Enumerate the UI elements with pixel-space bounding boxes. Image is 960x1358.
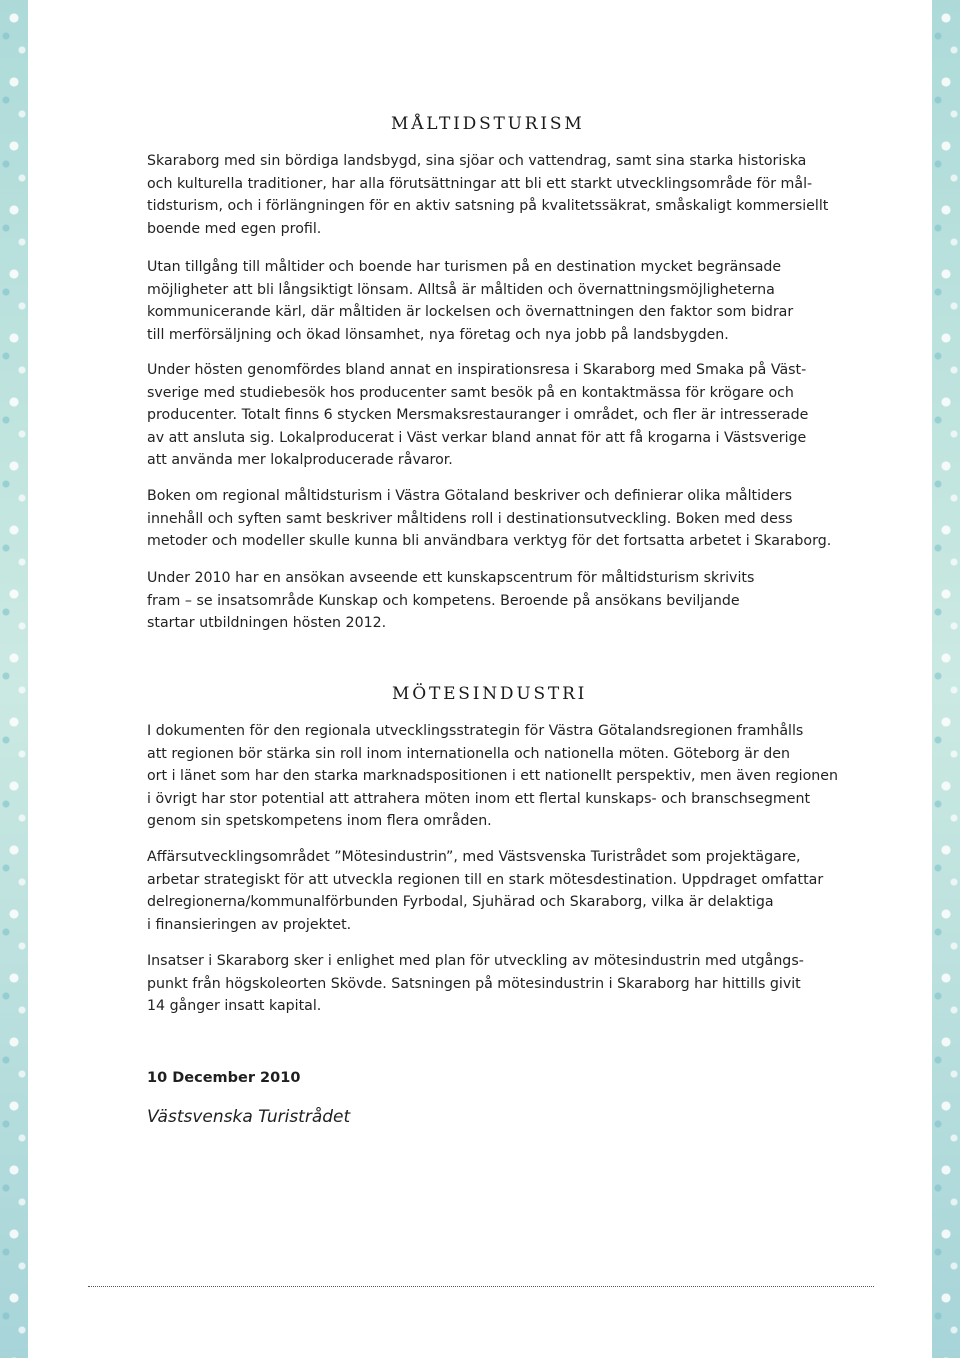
text-line: Under hösten genomfördes bland annat en inspirationsresa i Skaraborg med Smaka på Väst- <box>147 362 807 378</box>
text-line: arbetar strategiskt för att utveckla regionen till en stark mötesdestination. Uppdraget omfattar <box>147 871 824 888</box>
text-line: innehåll och syften samt beskriver måltidens roll i destinationsutveckling. Boken med dess <box>147 510 793 527</box>
text-line: kommunicerande kärl, där måltiden är lockelsen och övernattningen den faktor som bidrar <box>147 304 794 321</box>
text-line: 14 gånger insatt kapital. <box>147 998 322 1015</box>
text-line: I dokumenten för den regionala utvecklingsstrategin för Västra Götalandsregionen framhålls <box>147 723 804 739</box>
paragraph <box>147 720 839 833</box>
text-line: Utan tillgång till måltider och boende har turismen på en destination mycket begränsade <box>147 259 782 275</box>
paragraph <box>147 485 832 553</box>
text-line: sverige med studiebesök hos producenter samt besök på en kontaktmässa för krögare och <box>147 384 794 401</box>
text-line: Insatser i Skaraborg sker i enlighet med plan för utveckling av mötesindustrin med utgångs- <box>147 953 804 969</box>
text-line: startar utbildningen hösten 2012. <box>147 615 387 632</box>
section-heading-maltidsturism: MÅLTIDSTURISM <box>391 114 585 134</box>
text-line: Skaraborg med sin bördiga landsbygd, sina sjöar och vattendrag, samt sina starka historiska <box>147 153 807 169</box>
text-line: Boken om regional måltidsturism i Västra Götaland beskriver och definierar olika måltiders <box>147 488 793 504</box>
text-line: av att ansluta sig. Lokalproducerat i Väst verkar bland annat för att få krogarna i Västsverige <box>147 429 807 446</box>
decorative-border-right <box>932 0 960 1358</box>
paragraph <box>147 567 819 635</box>
paragraph <box>147 950 819 1018</box>
footer-dotted-rule <box>88 1286 874 1287</box>
text-line: metoder och modeller skulle kunna bli användbara verktyg för det fortsatta arbetet i Skaraborg. <box>147 533 832 550</box>
decorative-border-left <box>0 0 28 1358</box>
text-line: delregionerna/kommunalförbunden Fyrbodal, Sjuhärad och Skaraborg, vilka är delaktiga <box>147 894 774 911</box>
text-line: boende med egen profil. <box>147 220 322 237</box>
text-line: tidsturism, och i förlängningen för en aktiv satsning på kvalitetssäkrat, småskaligt kommersiellt <box>147 198 829 215</box>
text-line: i finansieringen av projektet. <box>147 916 352 933</box>
text-line: punkt från högskoleorten Skövde. Satsningen på mötesindustrin i Skaraborg har hittills givit <box>147 975 801 992</box>
text-line: genom sin spetskompetens inom flera områden. <box>147 813 492 830</box>
paragraph <box>147 359 819 472</box>
signoff-organization: Västsvenska Turistrådet <box>147 1107 351 1127</box>
text-line: och kulturella traditioner, har alla förutsättningar att bli ett starkt utvecklingsområde för mål- <box>147 175 813 192</box>
text-line: Affärsutvecklingsområdet ”Mötesindustrin”, med Västsvenska Turistrådet som projektägare, <box>147 849 801 865</box>
paragraph <box>147 256 819 346</box>
text-line: att regionen bör stärka sin roll inom internationella och nationella möten. Göteborg är den <box>147 745 790 762</box>
text-line: Under 2010 har en ansökan avseende ett kunskapscentrum för måltidsturism skrivits <box>147 570 755 586</box>
section-heading-motesindustri: MÖTESINDUSTRI <box>392 684 588 704</box>
text-line: producenter. Totalt finns 6 stycken Mersmaksrestauranger i området, och fler är intresserade <box>147 407 809 424</box>
text-line: ort i länet som har den starka marknadspositionen i ett nationellt perspektiv, men även regionen <box>147 768 839 785</box>
paragraph <box>147 150 829 240</box>
text-line: fram – se insatsområde Kunskap och kompetens. Beroende på ansökans beviljande <box>147 592 740 609</box>
paragraph <box>147 846 824 936</box>
text-line: att använda mer lokalproducerade råvaror. <box>147 452 453 469</box>
text-line: i övrigt har stor potential att attrahera möten inom ett flertal kunskaps- och branschsegment <box>147 790 811 807</box>
signoff-date: 10 December 2010 <box>147 1070 301 1086</box>
text-line: till merförsäljning och ökad lönsamhet, nya företag och nya jobb på landsbygden. <box>147 326 729 343</box>
text-line: möjligheter att bli långsiktigt lönsam. Alltså är måltiden och övernattningsmöjligheterna <box>147 281 775 298</box>
